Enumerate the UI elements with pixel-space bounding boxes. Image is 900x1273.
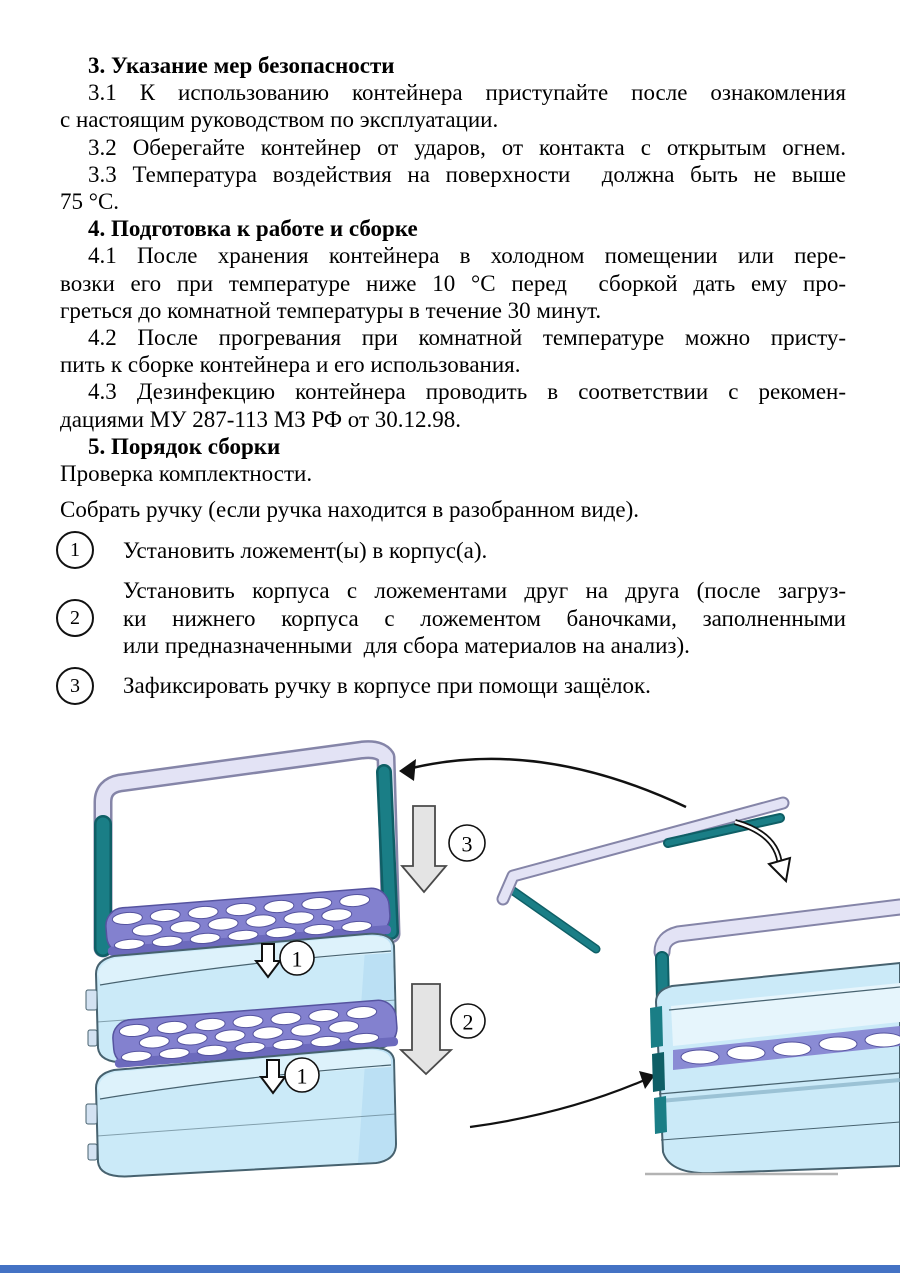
- paragraph-line: Собрать ручку (если ручка находится в разобранном виде).: [60, 497, 640, 523]
- step-line: Зафиксировать ручку в корпусе при помощи защёлок.: [123, 673, 651, 699]
- step-number: 1: [70, 539, 80, 562]
- paragraph-line: Проверка комплектности.: [60, 461, 313, 487]
- paragraph-line: 4.2 После прогревания при комнатной температуре можно присту-: [88, 325, 846, 351]
- section-4-heading: 4. Подготовка к работе и сборке: [88, 216, 418, 242]
- step3-marker-label: 3: [461, 831, 473, 857]
- paragraph-line: 4.3 Дезинфекцию контейнера проводить в соответствии с рекомен-: [88, 379, 846, 405]
- assembly-step-3: [60, 667, 846, 705]
- step2-down-arrow: [401, 984, 451, 1074]
- step3-marker: [449, 825, 485, 861]
- paragraph-line: греться до комнатной температуры в течение 30 минут.: [60, 297, 602, 323]
- step1-upper-marker: [280, 941, 314, 975]
- text-column: [60, 52, 846, 705]
- container-body-lower: [86, 1048, 396, 1177]
- step-number: 3: [70, 675, 80, 698]
- paragraph-line: дациями МУ 287-113 МЗ РФ от 30.12.98.: [60, 406, 462, 432]
- assembly-step-1: [60, 531, 846, 569]
- step-text: [123, 537, 846, 564]
- section-5-heading: 5. Порядок сборки: [88, 433, 281, 459]
- container-assembled: [650, 907, 900, 1173]
- step-line: ки нижнего корпуса с ложементом баночками, заполненными: [123, 605, 846, 631]
- assembly-diagram-svg: [0, 728, 900, 1193]
- assembled-direction-arrow: [470, 1071, 655, 1127]
- footer-bar: [0, 1265, 900, 1273]
- step3-down-arrow: [402, 806, 446, 892]
- step-number: 2: [70, 607, 80, 630]
- step-line: или предназначенными для сбора материалов на анализ).: [123, 632, 690, 658]
- paragraph-line: пить к сборке контейнера и его использования.: [60, 352, 521, 378]
- paragraph-line: 3.2 Оберегайте контейнер от ударов, от контакта с открытым огнем.: [88, 134, 846, 160]
- section-3-heading: 3. Указание мер безопасности: [88, 53, 395, 78]
- assembly-step-2: [60, 577, 846, 659]
- paragraph-line: 3.3 Температура воздействия на поверхности должна быть не выше: [88, 161, 846, 187]
- handle-return-arrow: [399, 759, 686, 807]
- step1-lower-marker: [285, 1058, 319, 1092]
- step1-upper-marker-label: 1: [291, 946, 303, 972]
- step2-marker-label: 2: [462, 1009, 474, 1035]
- step-number-badge: [56, 667, 94, 705]
- step-line: Установить корпуса с ложементами друг на друга (после загруз-: [123, 578, 846, 604]
- assembly-diagram: [0, 728, 900, 1193]
- step-number-badge: [56, 531, 94, 569]
- step-text: [123, 577, 846, 659]
- step-number-badge: [56, 599, 94, 637]
- paragraph-line: с настоящим руководством по эксплуатации.: [60, 107, 499, 133]
- paragraph-line: 4.1 После хранения контейнера в холодном помещении или пере-: [88, 243, 846, 269]
- paragraph-line: 75 °С.: [60, 189, 120, 215]
- step-line: Установить ложемент(ы) в корпус(а).: [123, 537, 488, 563]
- step2-marker: [451, 1004, 485, 1038]
- step-text: [123, 672, 846, 699]
- paragraph-line: возки его при температуре ниже 10 °С перед сборкой дать ему про-: [60, 270, 846, 296]
- paragraph-line: 3.1 К использованию контейнера приступайте после ознакомления: [88, 80, 846, 106]
- step1-lower-marker-label: 1: [296, 1063, 308, 1089]
